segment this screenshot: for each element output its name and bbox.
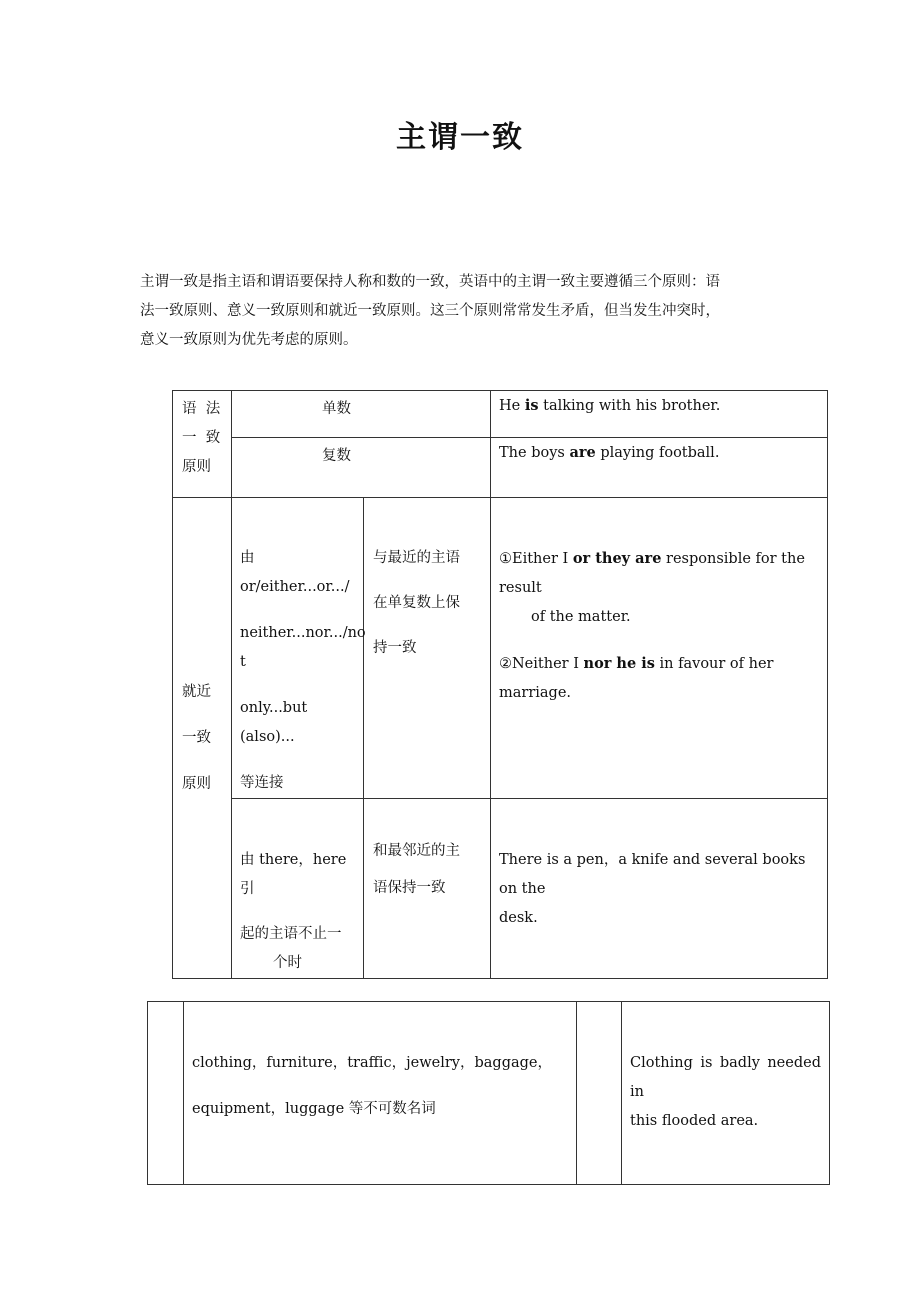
example-2: ②Neither I nor he is in favour of her marriage.: [499, 655, 774, 701]
plural-example: The boys are playing football.: [491, 438, 828, 498]
proximity-principle-label: 就近 一致 原则: [173, 498, 232, 979]
singular-example: He is talking with his brother.: [491, 391, 828, 438]
table-row: [173, 799, 828, 979]
empty-cell: [577, 1002, 622, 1185]
page-title: 主谓一致: [396, 120, 524, 155]
agreement-table: [172, 390, 828, 979]
example-cell: ①Either I or they are responsible for the result of the matter. ②Neither I nor he is in favour of her marriage.: [491, 498, 828, 799]
table-row: [173, 438, 828, 498]
intro-line: 意义一致原则为优先考虑的原则。: [140, 332, 358, 348]
rule-cell: 和最邻近的主 语保持一致: [364, 799, 491, 979]
uncountable-description: clothing，furniture，traffic，jewelry，baggage， equipment，luggage 等不可数名词: [184, 1002, 577, 1185]
intro-paragraph: [140, 268, 800, 355]
uncountable-example: Clothing is badly needed in this flooded area.: [622, 1002, 830, 1185]
singular-label: 单数: [232, 391, 491, 438]
intro-line: 主谓一致是指主语和谓语要保持人称和数的一致，英语中的主谓一致主要遵循三个原则：语: [140, 274, 720, 290]
plural-label: 复数: [232, 438, 491, 498]
grammar-principle-label: 语 法 一 致 原则: [173, 391, 232, 498]
table-row: [173, 391, 828, 438]
empty-cell: [148, 1002, 184, 1185]
example-cell: There is a pen，a knife and several books on the desk.: [491, 799, 828, 979]
uncountable-table: [147, 1001, 830, 1185]
condition-cell: 由 there，here 引 起的主语不止一 个时: [232, 799, 364, 979]
example-1: ①Either I or they are responsible for the result: [499, 550, 805, 596]
table-row: [173, 498, 828, 799]
rule-cell: 与最近的主语 在单复数上保 持一致: [364, 498, 491, 799]
intro-line: 法一致原则、意义一致原则和就近一致原则。这三个原则常常发生矛盾，但当发生冲突时，: [140, 303, 720, 319]
condition-cell: 由 or/either...or.../ neither...nor.../no t only...but (also)... 等连接: [232, 498, 364, 799]
table-row: [148, 1002, 830, 1185]
